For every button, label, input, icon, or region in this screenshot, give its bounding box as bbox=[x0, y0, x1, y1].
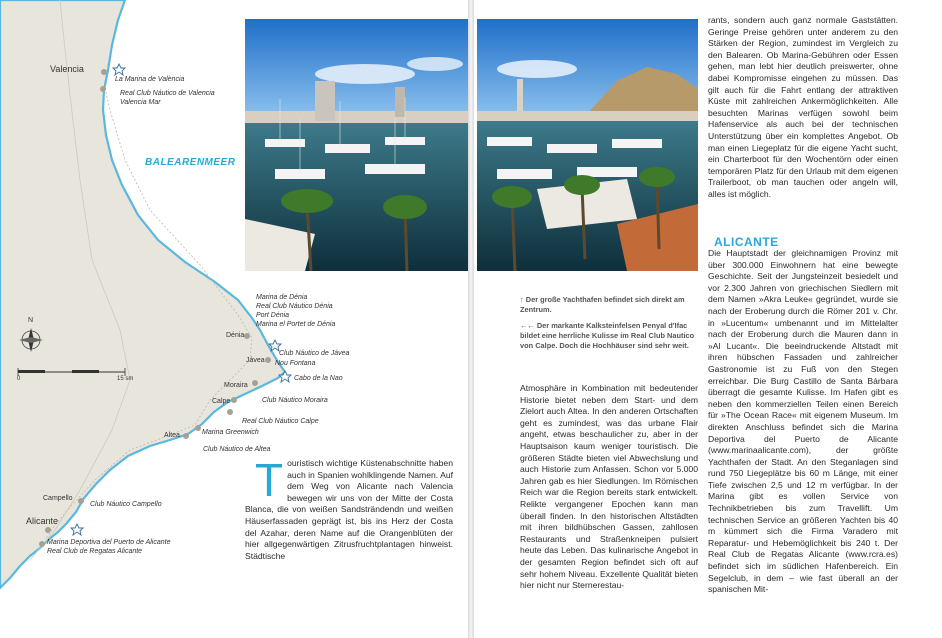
article-column-3-bottom: Die Hauptstadt der gleichnamigen Provinz mit über 300.000 Einwohnern hat eine bewegte Geschichte. Seit der Jungsteinzeit besiedelt und vor 2.300 Jahren von griechischen Siedlern mit dem Namen »Akra Leuke« gegründet, wurde sie nach der Eroberung durch die Römer 201 v. Chr. in »Lucentum« umbenannt und im Mittelalter nach der Eroberung durch die Mauren dann in »Al Lucant«. Die beeindruckende Altstadt mit ihren hübschen Fassaden und zahlreicher Gastronomie ist zu Fuß von den Stegen erreichbar. Die Burg Castillo de Santa Bárbara überragt die gesamte Kulisse. Im Hafen gibt es neben den kommerziellen Teilen einen Bereich für »The Ocean Race« mit eigenem Museum. Im direkten Anschluss befindet sich die Marina Deportiva del Puerto de Alicante (www.marinaalicante.com), der größte Yachthafen der Stadt. An den Steganlagen sind rund 750 Liegeplätze bis 60 m Länge, mit einer Tiefe zwischen 2,5 und 12 m verfügbar. In der Marina gibt es vollen Service von Technikbetrieben bis zum Travellift. Um technischen Service an größeren Yachten bis 40 m kümmert sich die Firma Varadero mit Reparatur- und Hebemöglichkeit bis 240 t. Der Real Club de Regatas Alicante (www.rcra.es) befindet sich im südlichen Hafenbereich. Ein Segelclub, in dem – wie fast überall an der spanischen Mit- bbox=[708, 248, 898, 595]
marina-label-javea: Club Náutico de Jávea bbox=[279, 350, 350, 357]
compass-label: N bbox=[28, 317, 34, 324]
city-label-calpe: Calpe bbox=[212, 398, 231, 405]
dropcap: T bbox=[255, 454, 284, 506]
city-label-alicante: Alicante bbox=[26, 516, 59, 526]
scale-start: 0 bbox=[17, 376, 21, 382]
city-label-campello: Campello bbox=[43, 495, 73, 502]
marina-label-valencia-bottom: Real Club Náutico de Valencia Valencia Mar bbox=[120, 90, 215, 106]
marina-label-valencia-top: La Marina de València bbox=[115, 76, 185, 83]
city-label-javea: Jávea bbox=[246, 357, 265, 364]
marina-label-moraira: Club Náutico Moraira bbox=[262, 397, 328, 404]
right-page bbox=[474, 0, 942, 638]
marina-label-greenwich: Marina Greenwich bbox=[202, 429, 259, 436]
marina-label-calpe: Real Club Náutico Calpe bbox=[242, 418, 319, 425]
article-column-2: Atmosphäre in Kombination mit bedeutender Historie bietet neben dem Start- und dem Zielort auch Altea. In den anderen Ortschaften geht es zumindest, was das urbane Flair angeht, etwas beschaulicher zu, aber in der Hauptsaison kaum weniger touristisch. Die größeren Städte bieten viel Abwechslung und auch Historie zum Anfassen. Schon vor 5.000 Jahren gab es hier Siedlungen. Im Römischen Reich war die Region bereits stark entwickelt. Relikte vergangener Epochen kann man überall finden. In den historischen Altstädten mit ihren bildhübschen Gassen, zahllosen Restaurants und Straßenkneipen pulsiert heute das Leben. Das kulinarische Angebot in der gesamten Region befindet sich oft auf sehr hohem Niveau. Exzellente Qualität bieten hier nicht nur Sternerestau- bbox=[520, 383, 698, 591]
marina-label-altea: Club Náutico de Altea bbox=[203, 446, 271, 453]
caption-second: ←← Der markante Kalksteinfelsen Penyal d'Ifac bildet eine herrliche Kulisse im Real Club Nautico von Calpe. Doch die Hochhäuser sind sehr weit. bbox=[520, 321, 695, 350]
marina-label-nou-fontana: Nou Fontana bbox=[275, 360, 316, 367]
section-heading-alicante: ALICANTE bbox=[714, 235, 779, 249]
article-column-1-text: ouristisch wichtige Küstenabschnitte haben auch in Spanien wohlklingende Namen. Auf dem Weg von Alicante nach Valencia bewegen wir uns von der Mitte der Costa Blanca, die von weißen Sandsträndendn und weißen Häuserfassaden geprägt ist, bis ins Herz der Costa del Azahar, deren Name auf die Orangenblüten der hier allgegenwärtigen Zitrusfruchtplantagen hinweist. Städtische bbox=[245, 458, 453, 561]
scale-end: 15 sm bbox=[117, 376, 134, 382]
city-label-moraira: Moraira bbox=[224, 382, 248, 389]
sea-label: BALEARENMEER bbox=[145, 157, 236, 168]
marina-label-campello: Club Náutico Campello bbox=[90, 501, 162, 508]
city-label-altea: Altea bbox=[164, 432, 180, 439]
marina-label-denia: Marina de Dénia Real Club Náutico Dénia Port Dénia Marina el Portet de Dénia bbox=[256, 294, 336, 328]
harbor-photo-right-art bbox=[477, 19, 698, 271]
caption-first: ↑ Der große Yachthafen befindet sich direkt am Zentrum. bbox=[520, 295, 685, 314]
left-page bbox=[0, 0, 468, 638]
marina-label-cabo: Cabo de la Nao bbox=[294, 375, 343, 382]
harbor-photo-left bbox=[245, 19, 468, 271]
article-column-3-top: rants, sondern auch ganz normale Gaststätten. Geringe Preise gehören unter anderem zu den Stärken der Region, zumindest im Vergleich zu den Balearen. Ob Marina-Gebühren oder Essen gehen, man lebt hier deutlich preiswerter, ohne dabei Kompromisse eingehen zu müssen. Das gilt auch für die Fahrt entlang der attraktiven Küste mit zahlreichen Ankermöglichkeiten. Alle besuchten Marinas verfügen sowohl beim Hafenservice als auch bei der technischen Unterstützung über ein komplettes Angebot. Ob man einen Liegeplatz für die eigene Yacht sucht, ein Charterboot für den Wochentörn oder einen temporären Platz für den Urlaub mit dem eigenen Trailerboot, ob man tauchen oder angeln will, alles ist möglich. bbox=[708, 15, 898, 199]
harbor-photo-left-art bbox=[245, 19, 468, 271]
harbor-photo-right bbox=[477, 19, 698, 271]
city-label-denia: Dénia bbox=[226, 332, 245, 339]
marina-label-alicante: Marina Deportiva del Puerto de Alicante Real Club de Regatas Alicante bbox=[47, 539, 171, 555]
city-label-valencia: Valencia bbox=[50, 64, 84, 74]
article-column-1 bbox=[245, 454, 453, 562]
photo-captions bbox=[520, 295, 700, 357]
